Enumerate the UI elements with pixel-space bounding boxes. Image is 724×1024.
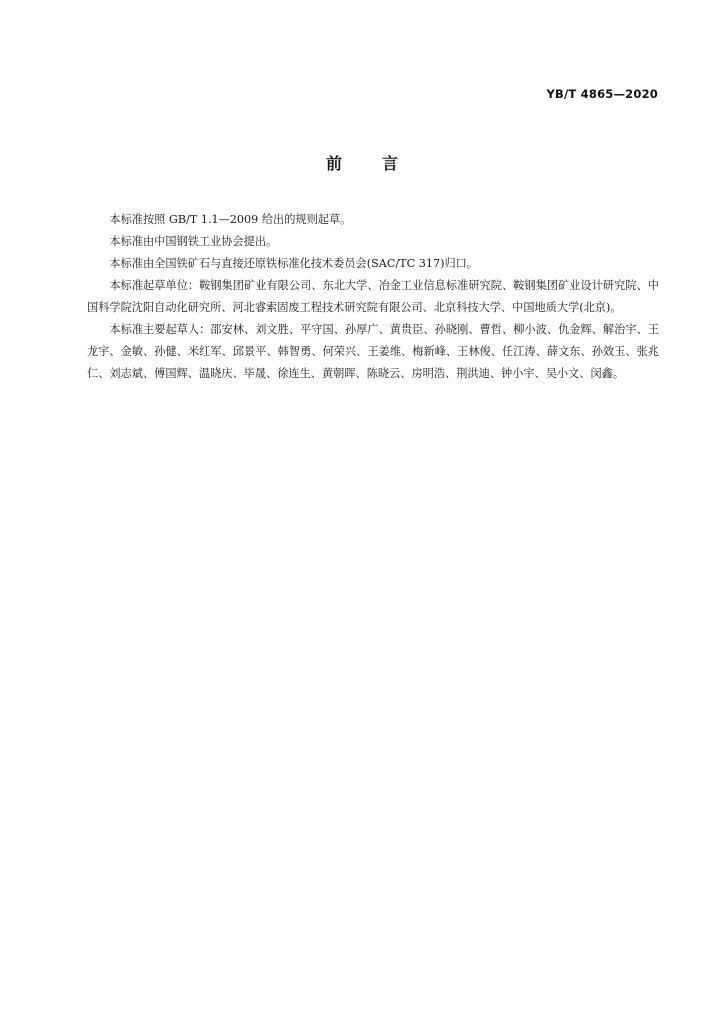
paragraph-proposed-by: 本标准由中国钢铁工业协会提出。 — [109, 235, 278, 248]
paragraph-main-drafters: 本标准主要起草人：邵安林、刘文胜、平守国、孙厚广、黄贵臣、孙晓刚、曹哲、柳小波、仇金辉、解治宇、王龙宇、金敏、孙健、米红军、邱景平、韩智勇、何荣兴、王姜维、梅新峰、王林俊、任江涛、薛文东、孙效玉、张兆仁、刘志斌、傅国辉、温晓庆、毕晟、徐连生、黄朝晖、陈晓云、房明浩、荆洪迪、钟小宇、吴小文、闵鑫。 — [87, 323, 659, 380]
standard-code: YB/T 4865—2020 — [546, 87, 658, 101]
paragraph-drafting-rules: 本标准按照 GB/T 1.1—2009 给出的规则起草。 — [109, 213, 352, 226]
section-title: 前言 — [325, 154, 438, 173]
paragraph-under-jurisdiction: 本标准由全国铁矿石与直接还原铁标准化技术委员会(SAC/TC 317)归口。 — [109, 257, 479, 270]
paragraph-drafting-organizations: 本标准起草单位：鞍钢集团矿业有限公司、东北大学、冶金工业信息标准研究院、鞍钢集团矿业设计研究院、中国科学院沈阳自动化研究所、河北睿索固废工程技术研究院有限公司、北京科技大学、中国地质大学(北京)。 — [87, 279, 659, 314]
foreword-body — [87, 209, 659, 385]
